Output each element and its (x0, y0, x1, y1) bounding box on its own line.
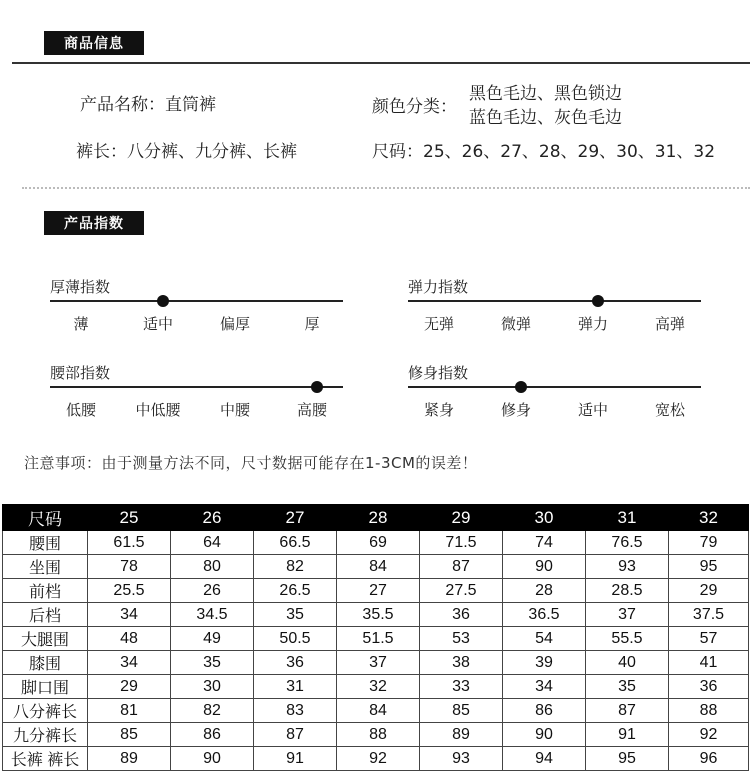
measurement-value: 93 (586, 555, 669, 579)
measurement-note: 注意事项：由于测量方法不同，尺寸数据可能存在1-3CM的误差！ (24, 454, 478, 472)
table-row (3, 627, 749, 651)
measurement-value: 26.5 (254, 579, 337, 603)
size-table-header (3, 505, 749, 531)
measurement-value: 76.5 (586, 531, 669, 555)
measurement-label: 坐围 (3, 555, 88, 579)
measurement-value: 93 (420, 747, 503, 771)
measurement-value: 35 (254, 603, 337, 627)
measurement-value: 87 (586, 699, 669, 723)
measurement-value: 27 (337, 579, 420, 603)
measurement-value: 69 (337, 531, 420, 555)
measurement-value: 32 (337, 675, 420, 699)
measurement-value: 61.5 (88, 531, 171, 555)
measurement-value: 87 (254, 723, 337, 747)
measurement-value: 79 (669, 531, 749, 555)
size-header-cell: 30 (503, 505, 586, 531)
scale-label: 修身 (500, 401, 531, 419)
measurement-value: 82 (171, 699, 254, 723)
table-row (3, 579, 749, 603)
measurement-value: 26 (171, 579, 254, 603)
scale-label: 微弹 (500, 315, 531, 333)
scale-label: 适中 (577, 401, 608, 419)
measurement-value: 85 (420, 699, 503, 723)
measurement-value: 36 (420, 603, 503, 627)
measurement-value: 35 (171, 651, 254, 675)
measurement-value: 94 (503, 747, 586, 771)
size-header-cell: 32 (669, 505, 749, 531)
measurement-value: 89 (420, 723, 503, 747)
measurement-value: 35 (586, 675, 669, 699)
table-row (3, 531, 749, 555)
measurement-value: 85 (88, 723, 171, 747)
measurement-value: 33 (420, 675, 503, 699)
measurement-value: 28.5 (586, 579, 669, 603)
size-header-cell: 28 (337, 505, 420, 531)
scale-label: 偏厚 (219, 315, 250, 333)
measurement-value: 34 (88, 603, 171, 627)
scale-label: 低腰 (65, 401, 96, 419)
size-header-cell: 31 (586, 505, 669, 531)
scale-label: 高腰 (296, 401, 327, 419)
measurement-value: 87 (420, 555, 503, 579)
measurement-label: 九分裤长 (3, 723, 88, 747)
measurement-value: 89 (88, 747, 171, 771)
table-row (3, 723, 749, 747)
measurement-value: 86 (171, 723, 254, 747)
measurement-value: 35.5 (337, 603, 420, 627)
measurement-value: 34.5 (171, 603, 254, 627)
measurement-value: 53 (420, 627, 503, 651)
measurement-value: 92 (669, 723, 749, 747)
scale-label: 弹力 (577, 315, 608, 333)
scale-label: 适中 (142, 315, 173, 333)
measurement-value: 83 (254, 699, 337, 723)
table-row (3, 603, 749, 627)
measurement-value: 82 (254, 555, 337, 579)
measurement-value: 90 (503, 555, 586, 579)
scale-track (50, 386, 343, 388)
table-row (3, 747, 749, 771)
measurement-value: 81 (88, 699, 171, 723)
scale-title: 修身指数 (408, 364, 469, 382)
measurement-value: 25.5 (88, 579, 171, 603)
measurement-value: 28 (503, 579, 586, 603)
scale-label: 厚 (304, 315, 320, 333)
color-option-line-2: 蓝色毛边、灰色毛边 (469, 108, 622, 128)
measurement-value: 90 (171, 747, 254, 771)
scale-track (408, 386, 701, 388)
scale-label: 紧身 (423, 401, 454, 419)
measurement-value: 84 (337, 699, 420, 723)
measurement-value: 80 (171, 555, 254, 579)
measurement-value: 36 (669, 675, 749, 699)
measurement-value: 34 (503, 675, 586, 699)
measurement-label: 前档 (3, 579, 88, 603)
measurement-value: 37 (337, 651, 420, 675)
measurement-value: 36 (254, 651, 337, 675)
measurement-value: 90 (503, 723, 586, 747)
measurement-label: 大腿围 (3, 627, 88, 651)
measurement-label: 八分裤长 (3, 699, 88, 723)
scale-title: 厚薄指数 (50, 278, 111, 296)
measurement-value: 37.5 (669, 603, 749, 627)
measurement-value: 49 (171, 627, 254, 651)
scale-label: 高弹 (654, 315, 685, 333)
scale-marker (515, 381, 527, 393)
size-list: 尺码：25、26、27、28、29、30、31、32 (372, 142, 716, 162)
measurement-value: 92 (337, 747, 420, 771)
dotted-divider (22, 187, 750, 189)
measurement-value: 84 (337, 555, 420, 579)
measurement-value: 29 (88, 675, 171, 699)
measurement-value: 74 (503, 531, 586, 555)
measurement-label: 脚口围 (3, 675, 88, 699)
size-header-cell: 27 (254, 505, 337, 531)
measurement-value: 64 (171, 531, 254, 555)
measurement-value: 37 (586, 603, 669, 627)
product-info-tag: 商品信息 (44, 31, 144, 55)
measurement-label: 腰围 (3, 531, 88, 555)
measurement-value: 95 (586, 747, 669, 771)
table-row (3, 555, 749, 579)
pants-length: 裤长：八分裤、九分裤、长裤 (76, 142, 297, 162)
scale-label: 无弹 (423, 315, 454, 333)
size-header-cell: 尺码 (3, 505, 88, 531)
size-header-cell: 29 (420, 505, 503, 531)
measurement-value: 57 (669, 627, 749, 651)
measurement-value: 38 (420, 651, 503, 675)
size-header-cell: 26 (171, 505, 254, 531)
scale-title: 腰部指数 (50, 364, 111, 382)
measurement-value: 55.5 (586, 627, 669, 651)
measurement-value: 41 (669, 651, 749, 675)
measurement-value: 66.5 (254, 531, 337, 555)
size-table (2, 504, 749, 771)
table-row (3, 699, 749, 723)
measurement-value: 88 (669, 699, 749, 723)
section-divider (12, 62, 750, 64)
table-row (3, 675, 749, 699)
measurement-value: 31 (254, 675, 337, 699)
scale-marker (592, 295, 604, 307)
measurement-value: 71.5 (420, 531, 503, 555)
scale-label: 薄 (73, 315, 89, 333)
scale-label: 宽松 (654, 401, 685, 419)
scale-track (408, 300, 701, 302)
measurement-label: 膝围 (3, 651, 88, 675)
color-option-line-1: 黑色毛边、黑色锁边 (469, 84, 622, 104)
measurement-label: 长裤 裤长 (3, 747, 88, 771)
measurement-value: 54 (503, 627, 586, 651)
scale-track (50, 300, 343, 302)
measurement-value: 78 (88, 555, 171, 579)
scale-marker (157, 295, 169, 307)
measurement-value: 27.5 (420, 579, 503, 603)
measurement-value: 29 (669, 579, 749, 603)
measurement-label: 后档 (3, 603, 88, 627)
measurement-value: 30 (171, 675, 254, 699)
color-label: 颜色分类： (372, 97, 457, 117)
table-row (3, 651, 749, 675)
measurement-value: 51.5 (337, 627, 420, 651)
scale-label: 中腰 (219, 401, 250, 419)
measurement-value: 40 (586, 651, 669, 675)
measurement-value: 86 (503, 699, 586, 723)
measurement-value: 50.5 (254, 627, 337, 651)
measurement-value: 96 (669, 747, 749, 771)
measurement-value: 36.5 (503, 603, 586, 627)
measurement-value: 48 (88, 627, 171, 651)
measurement-value: 91 (586, 723, 669, 747)
scale-marker (311, 381, 323, 393)
size-header-cell: 25 (88, 505, 171, 531)
product-index-tag: 产品指数 (44, 211, 144, 235)
scale-label: 中低腰 (135, 401, 181, 419)
product-name: 产品名称：直筒裤 (80, 95, 216, 115)
scale-title: 弹力指数 (408, 278, 469, 296)
measurement-value: 91 (254, 747, 337, 771)
measurement-value: 34 (88, 651, 171, 675)
measurement-value: 95 (669, 555, 749, 579)
measurement-value: 39 (503, 651, 586, 675)
measurement-value: 88 (337, 723, 420, 747)
